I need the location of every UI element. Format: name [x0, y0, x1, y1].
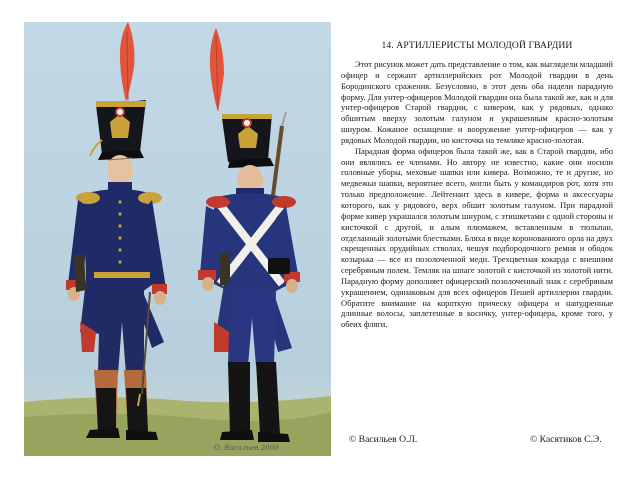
credit-author: © Касятиков С.Э.	[530, 434, 602, 445]
uniform-illustration	[24, 22, 331, 456]
illustration-drawing	[24, 22, 331, 456]
article-text	[341, 40, 613, 330]
credit-illustrator: © Васильев О.Л.	[349, 434, 418, 445]
paragraph-2: Парадная форма офицеров была такой же, как в Старой гвардии, ибо они являлись ее членами. Но автору не известно, какие они носили головные уборы, меховые шапки или кивера. Возможно, те и другие, но медвежьи шапки, вероятнее всего, могли быть у командиров рот, хотя это только предположение. Лейтенант здесь в кивере, форма и аксессуары которого, как у рядового, верх обшит золотым галуном. При парадной форме кивер украшался золотым шнуром, с этишкетами с одной стороны и кисточкой с другой, и алым плюмажем, вставленным в тюльпан, отделанный золотыми блестками. Бляха в виде коронованного орла на двух скрещенных орудийных стволах, чешуя подбородочного ремня и ободок козырька — все из позолоченной меди. Трехцветная кокарда с внешним серебряным полем. Темляк на шпаге золотой с кисточкой из золотой нити. Парадную форму дополняет офицерский позолоченный знак с серебряным украшением, одинаковым для всех офицеров Пешей артиллерии гвардии. Обратите внимание на короткую прическу офицера и напудренные длинные волосы, заплетенные в косичку, унтер-офицера, кроме того, у обеих фляги.	[341, 145, 613, 330]
page-title: 14. АРТИЛЛЕРИСТЫ МОЛОДОЙ ГВАРДИИ	[381, 40, 573, 51]
artist-signature: О. Васильев 2000	[214, 444, 279, 452]
paragraph-1: Этот рисунок может дать представление о том, как выглядели младший офицер и сержант артиллерийских рот Молодой гвардии в день Бородинского сражения. Безусловно, в этот день оба надели парадную форму. Для унтер-офицеров Молодой гвардии она была такой же, как и для унтер-офицеров Старой гвардии, с кивером, как у рядовых, однако обшитым вверху золотым галуном и украшенным красно-золотым шнуром. Кожаное оснащение и вооружение унтер-офицеров — как у рядовых Молодой гвардии, но кисточка на темляке красно-золотая.	[341, 59, 613, 145]
